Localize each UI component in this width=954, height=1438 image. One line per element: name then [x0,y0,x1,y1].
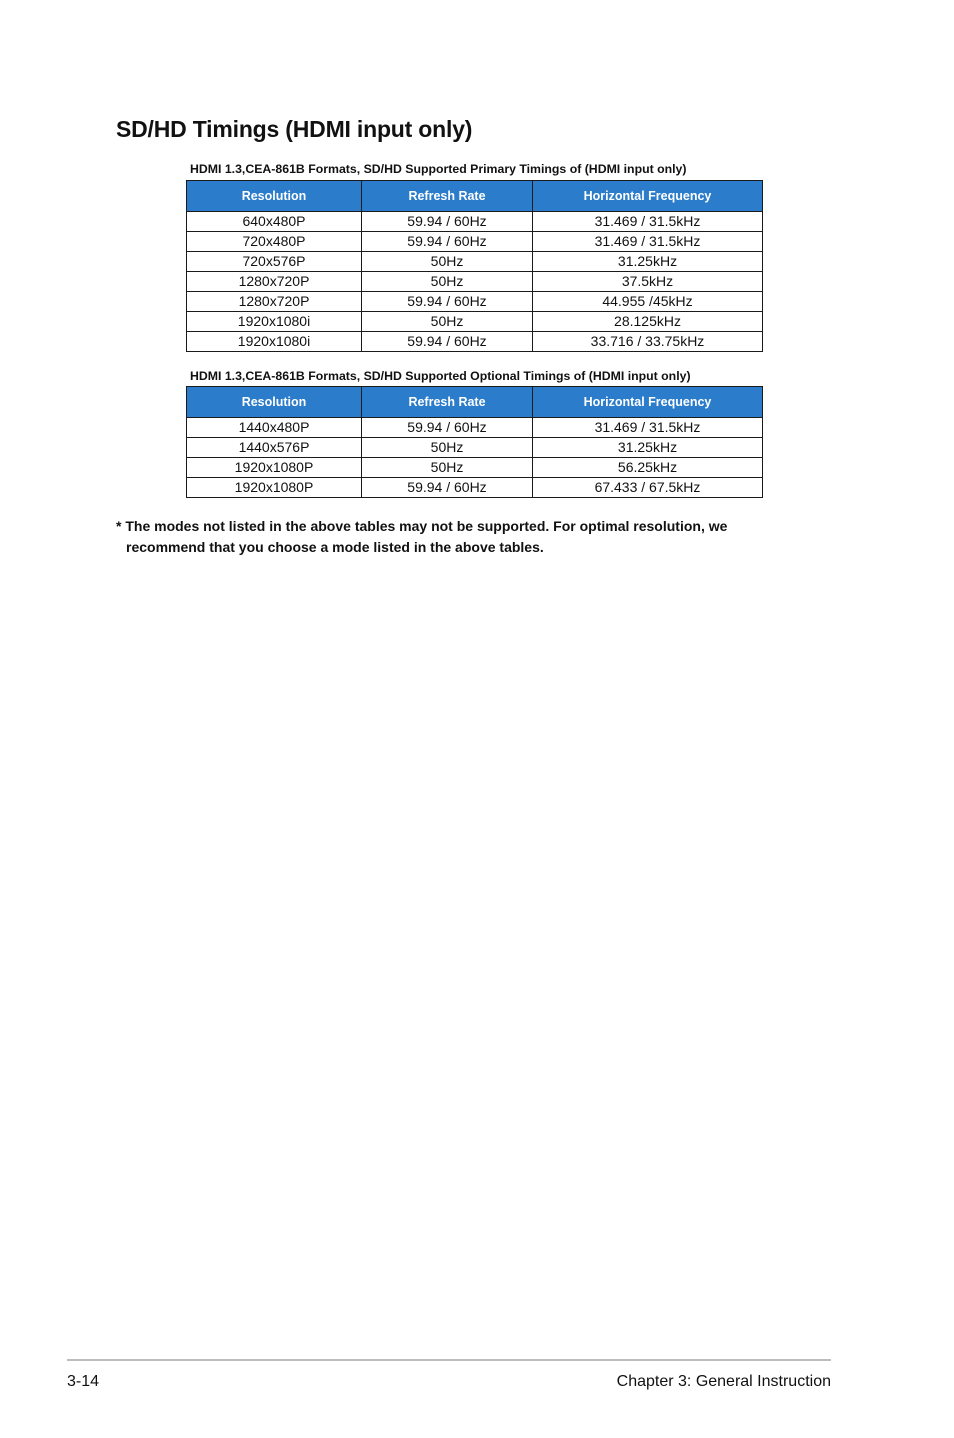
table-cell: 31.469 / 31.5kHz [533,418,763,438]
column-header: Horizontal Frequency [533,181,763,212]
note-line-1: * The modes not listed in the above tables may not be supported. For optimal resolution, we [116,518,728,534]
table-cell: 59.94 / 60Hz [362,212,533,232]
table-row [187,458,763,478]
table-row [187,332,763,352]
table-header-row [187,181,763,212]
table-cell: 28.125kHz [533,312,763,332]
table-cell: 1920x1080i [187,312,362,332]
table-cell: 1440x480P [187,418,362,438]
optional-timings-table [186,386,763,498]
optional-timings-caption: HDMI 1.3,CEA-861B Formats, SD/HD Supported Optional Timings of (HDMI input only) [190,369,691,383]
table-cell: 31.469 / 31.5kHz [533,212,763,232]
table-cell: 31.25kHz [533,438,763,458]
table-cell: 59.94 / 60Hz [362,232,533,252]
table-row [187,292,763,312]
table-cell: 31.469 / 31.5kHz [533,232,763,252]
table-cell: 1920x1080P [187,478,362,498]
note-line-2: recommend that you choose a mode listed in the above tables. [126,539,544,555]
column-header: Resolution [187,387,362,418]
table-cell: 50Hz [362,272,533,292]
table-cell: 1920x1080i [187,332,362,352]
table-row [187,418,763,438]
table-cell: 37.5kHz [533,272,763,292]
table-cell: 33.716 / 33.75kHz [533,332,763,352]
table-cell: 50Hz [362,438,533,458]
table-cell: 1920x1080P [187,458,362,478]
table-cell: 720x576P [187,252,362,272]
table-row [187,272,763,292]
table-cell: 59.94 / 60Hz [362,478,533,498]
table-cell: 59.94 / 60Hz [362,418,533,438]
table-row [187,438,763,458]
table-cell: 1280x720P [187,292,362,312]
table-row [187,212,763,232]
column-header: Refresh Rate [362,181,533,212]
page-title: SD/HD Timings (HDMI input only) [116,116,473,142]
chapter-title: Chapter 3: General Instruction [616,1373,831,1390]
page-number: 3-14 [67,1373,100,1390]
primary-timings-caption: HDMI 1.3,CEA-861B Formats, SD/HD Supported Primary Timings of (HDMI input only) [190,162,687,176]
table-cell: 1280x720P [187,272,362,292]
table-cell: 50Hz [362,458,533,478]
table-cell: 59.94 / 60Hz [362,332,533,352]
footer-divider [67,1359,831,1361]
table-header-row [187,387,763,418]
table-row [187,478,763,498]
table-cell: 67.433 / 67.5kHz [533,478,763,498]
table-cell: 50Hz [362,312,533,332]
table-row [187,252,763,272]
table-cell: 720x480P [187,232,362,252]
column-header: Resolution [187,181,362,212]
table-row [187,232,763,252]
table-cell: 640x480P [187,212,362,232]
unsupported-modes-note [116,516,816,558]
column-header: Horizontal Frequency [533,387,763,418]
table-cell: 1440x576P [187,438,362,458]
table-cell: 56.25kHz [533,458,763,478]
table-cell: 31.25kHz [533,252,763,272]
table-row [187,312,763,332]
table-cell: 44.955 /45kHz [533,292,763,312]
primary-timings-table [186,180,763,352]
table-cell: 59.94 / 60Hz [362,292,533,312]
column-header: Refresh Rate [362,387,533,418]
table-cell: 50Hz [362,252,533,272]
